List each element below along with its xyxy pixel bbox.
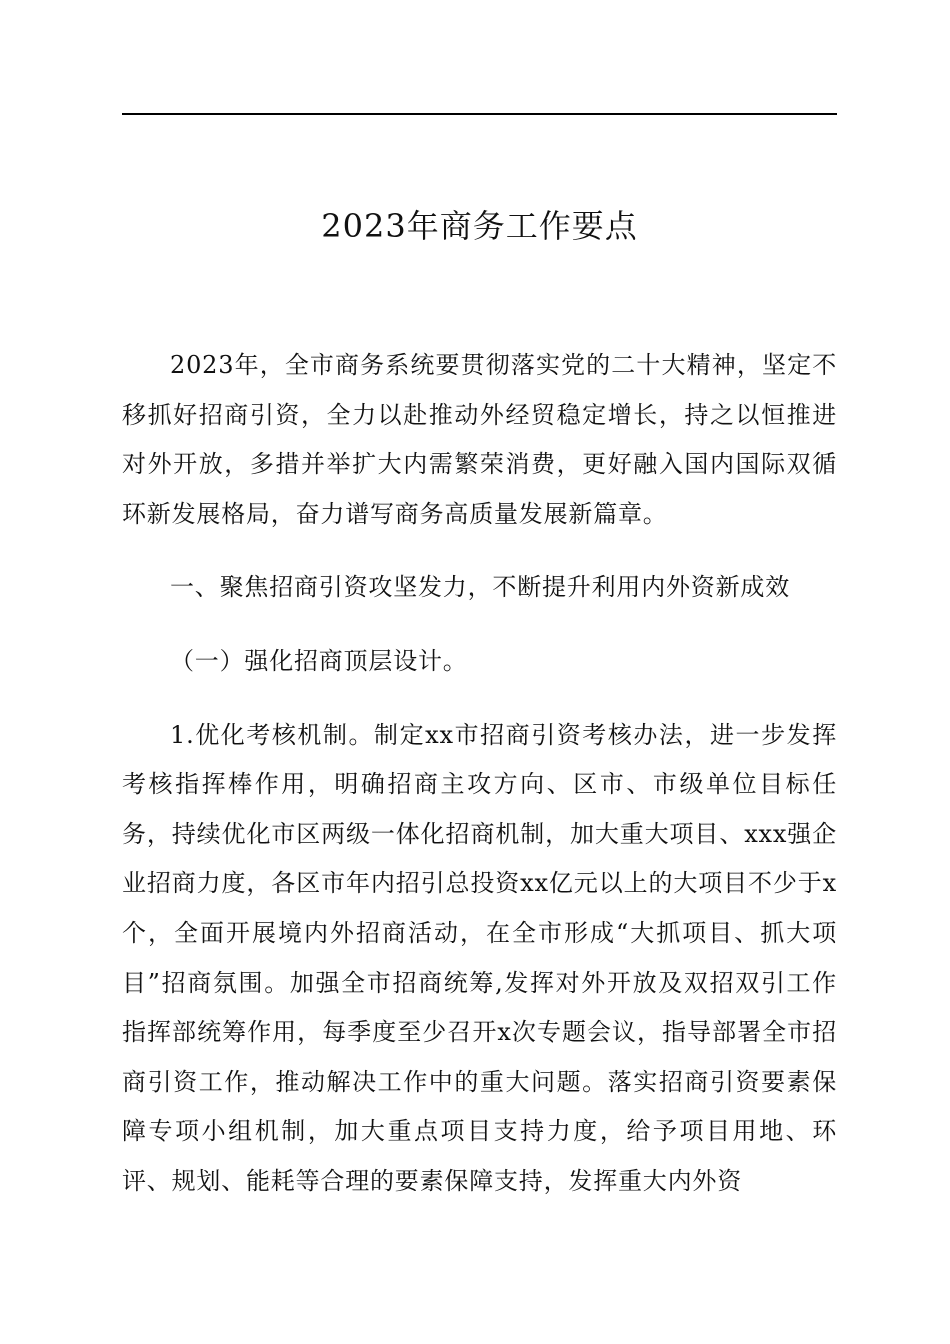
header-rule — [122, 113, 837, 115]
item-paragraph-1: 1.优化考核机制。制定xx市招商引资考核办法，进一步发挥考核指挥棒作用，明确招商主攻方向、区市、市级单位目标任务，持续优化市区两级一体化招商机制，加大重大项目、xxx强企业招商力度，各区市年内招引总投资xx亿元以上的大项目不少于x个，全面开展境内外招商活动，在全市形成“大抓项目、抓大项目”招商氛围。加强全市招商统筹,发挥对外开放及双招双引工作指挥部统筹作用，每季度至少召开x次专题会议，指导部署全市招商引资工作，推动解决工作中的重大问题。落实招商引资要素保障专项小组机制，加大重点项目支持力度，给予项目用地、环评、规划、能耗等合理的要素保障支持，发挥重大内外资 — [122, 720, 837, 1195]
document-body — [122, 341, 837, 1207]
intro-paragraph: 2023年，全市商务系统要贯彻落实党的二十大精神，坚定不移抓好招商引资，全力以赴推动外经贸稳定增长，持之以恒推进对外开放，多措并举扩大内需繁荣消费，更好融入国内国际双循环新发展格局，奋力谱写商务高质量发展新篇章。 — [122, 351, 837, 528]
section-heading-1: 一、聚焦招商引资攻坚发力，不断提升利用内外资新成效 — [170, 573, 790, 602]
document-title: 2023年商务工作要点 — [321, 207, 638, 245]
subsection-heading-1: （一）强化招商顶层设计。 — [170, 646, 468, 675]
